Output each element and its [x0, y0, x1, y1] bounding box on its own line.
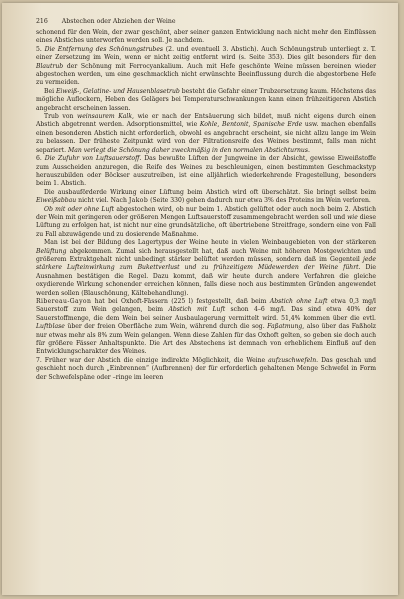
paragraph-p8: Man ist bei der Bildung des Lagertypus der Weine heute in vielen Weinbaugebieten von der stärkeren Belüftung abgekommen. Zumal sich herausgestellt hat, daß auch Weine mit höheren Mostgewichten und größerem Extraktgehalt nicht unbedingt stärker belüftet werden müssen, sondern daß im Gegenteil jede stärkere Lufteinwirkung zum Bukettverlust und zu frühzeitigem Müdewerden der Weine führt. Die Ausnahmen bestätigen die Regel. Dazu kommt, daß wir heute durch andere Verfahren die gleiche oxydierende Wirkung schonender erreichen können, falls diese noch aus bestimmten Gründen angewendet werden sollen (Blauschönung, Kältebehandlung). [36, 239, 376, 297]
page-header [36, 18, 176, 25]
paragraph-p2: 5. Die Entfernung des Schönungstrubes (2. und eventuell 3. Abstich). Auch Schönungstrub unterliegt z. T. einer Zersetzung im Wein, wenn er nicht zeitig entfernt wird (s. Seite 353). Dies gilt besonders für den Blautrub der Schönung mit Ferrocyankalium. Auch mit Hefe geschönte Weine müssen bereinen wieder abgestochen werden, um eine geschmacklich nicht erwünschte Beeinflussung durch die abgestorbene Hefe zu vermeiden. [36, 45, 376, 87]
page-number: 216 [36, 18, 48, 25]
running-title: Abstechen oder Abziehen der Weine [61, 18, 176, 25]
paragraph-p9: Ribereau-Gayon hat bei Oxhoft-Fässern (225 l) festgestellt, daß beim Abstich ohne Luft etwa 0,3 mg/l Sauerstoff zum Wein gelangen, beim Abstich mit Luft schon 4–6 mg/l. Das sind etwa 40% der Sauerstoffmenge, die dem Wein bei seiner Ausbaulagerung vermittelt wird. 51,4% kommen über die evtl. Luftblase über der freien Oberfläche zum Wein, während durch die sog. Faßatmung, also über das Faßholz nur etwas mehr als 8% zum Wein gelangen. Wenn diese Zahlen für das Oxhoft gelten, so geben sie doch auch für größere Fässer Anhaltspunkte. Die Art des Abstechens ist demnach von erheblichem Einfluß auf den Entwicklungscharakter des Weines. [36, 298, 377, 356]
paragraph-p4: Trub von weinsaurem Kalk, wie er nach der Entsäuerung sich bildet, muß nicht eigens durch einen Abstich abgetrennt werden. Adsorptionsmittel, wie Kohle, Bentonit, Spanische Erde usw. machen ebenfalls einen besonderen Abstich nicht erforderlich, obwohl es angebracht erscheint, sie nicht allzu lange im Wein zu belassen. Der früheste Zeitpunkt wird von der Filtrationsreife des Weines bestimmt, falls man nicht separiert. Man verlegt die Schönung daher zweckmäßig in den normalen Abstichturnus. [36, 113, 376, 154]
book-page [2, 3, 398, 595]
paragraph-p6: Die ausbauförderde Wirkung einer Lüftung beim Abstich wird oft überschätzt. Sie bringt selbst beim Eiweißabbau nicht viel. Nach Jakob (Seite 330) gehen dadurch nur etwa 3% des Proteins im Wein verloren. [36, 188, 376, 205]
paragraph-p3: Bei Eiweiß-, Gelatine- und Hausenblasetrub besteht die Gefahr einer Trubzersetzung kaum. Höchstens das mögliche Auflockern, Heben des Gelägers bei Temperaturschwankungen kann einen frühzeitigeren Abstich angebracht erscheinen lassen. [36, 87, 376, 112]
paragraph-p1: schonend für den Wein, der zwar geschönt, aber seiner ganzen Entwicklung nach nicht mehr den Einflüssen eines Abstiches unterworfen werden soll. Je nachdem. [36, 29, 376, 45]
paragraph-p5: 6. Die Zufuhr von Luftsauerstoff. Das bewußte Lüften der Jungweine in der Absicht, gewisse Eiweißstoffe zum Ausscheiden anzuregen, die Reife des Weines zu beschleunigen, einen bestimmten Geschmackstyp herauszubilden oder Böckser auszutreiben, ist eine alljährlich wiederkehrende Fragestellung, besonders beim 1. Abstich. [36, 155, 376, 188]
body-text [36, 29, 376, 382]
paragraph-p7: Ob mit oder ohne Luft abgestochen wird, ob nur beim 1. Abstich gelüftet oder auch noch beim 2. Abstich der Wein mit geringeren oder größeren Mengen Luftsauerstoff zusammengebracht werden soll und wie diese Lüftung zu erfolgen hat, ist nicht nur eine grundsätzliche, oft übertriebene Streitfrage, sondern eine von Fall zu Fall abzuwägende und zu dosierende Maßnahme. [36, 205, 376, 238]
paragraph-p10: 7. Früher war der Abstich die einzige indirekte Möglichkeit, die Weine aufzuschwefeln. Das geschah und geschieht noch durch „Einbrennen“ (Aufbrennen) der für erforderlich gehaltenen Menge Schwefel in Form der Schwefelspäne oder –ringe im leeren [36, 356, 376, 381]
